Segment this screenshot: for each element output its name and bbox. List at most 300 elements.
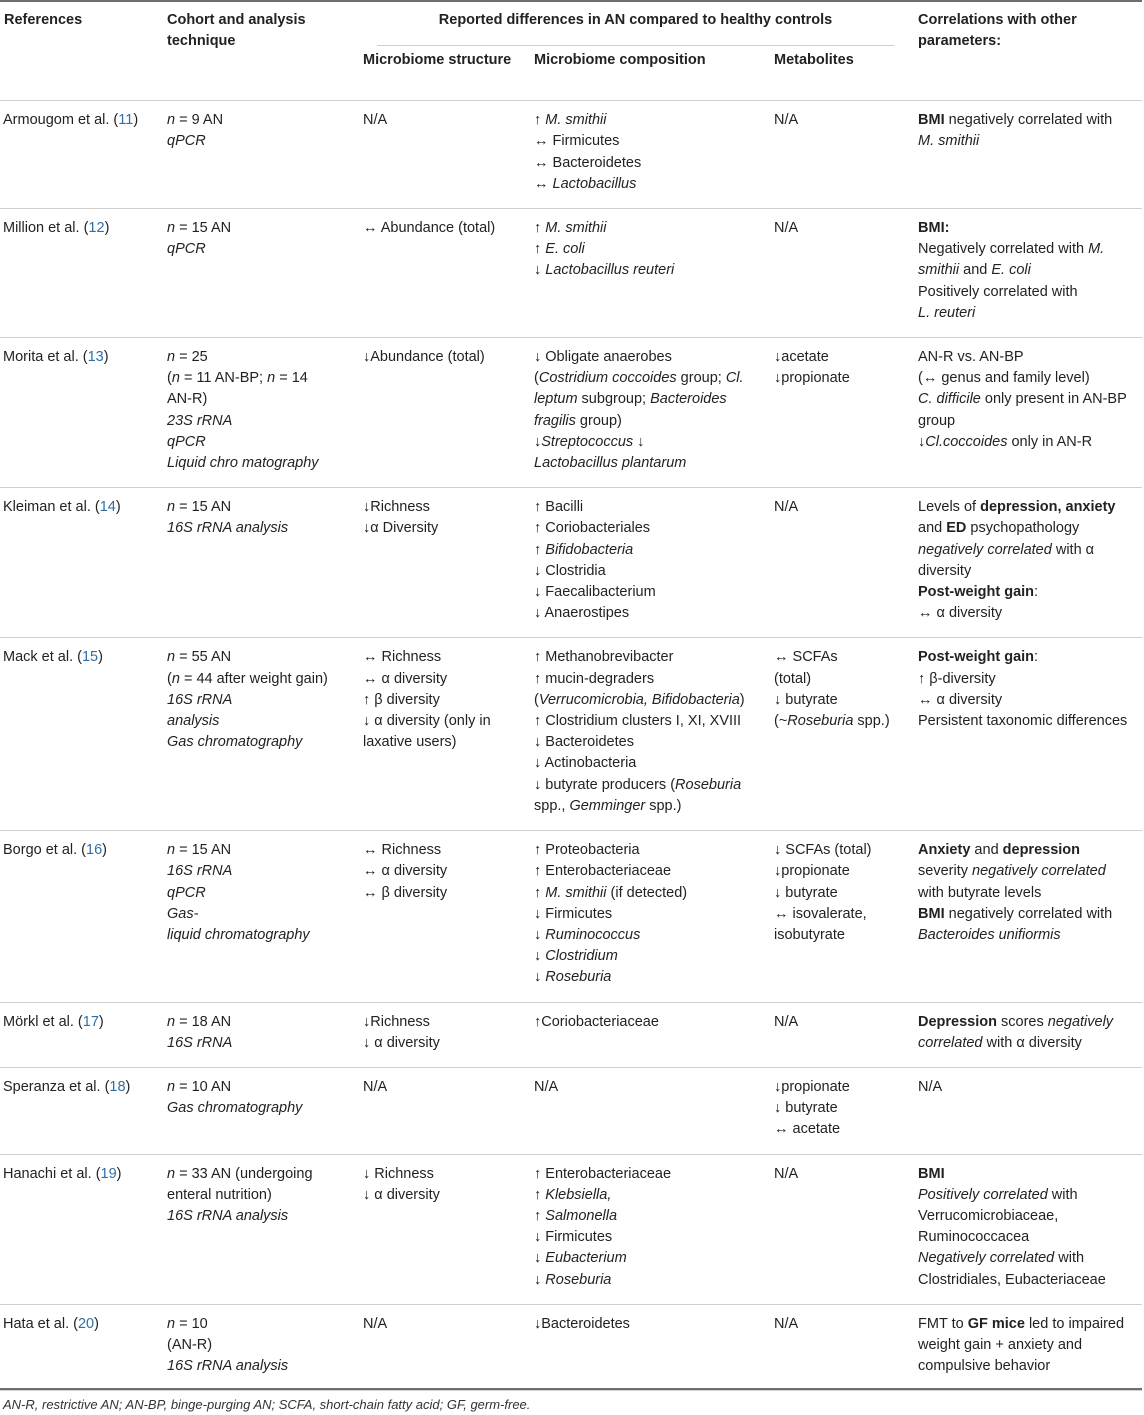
reference-number-link[interactable]: 14 bbox=[99, 499, 116, 516]
cell-line bbox=[534, 732, 764, 753]
text-run: ↔ Firmicutes bbox=[534, 133, 620, 150]
text-run: N/A bbox=[918, 1078, 943, 1095]
text-run: 16S rRNA analysis bbox=[167, 520, 289, 537]
text-run: liquid chromatography bbox=[167, 926, 310, 943]
text-run: psychopathology bbox=[966, 520, 1080, 537]
header-correlations: Correlations with other parameters: bbox=[914, 4, 1142, 101]
text-run: Gemminger bbox=[569, 797, 646, 814]
text-run: ↑ bbox=[534, 112, 546, 129]
text-run: and bbox=[918, 520, 947, 537]
cell-line bbox=[774, 840, 908, 861]
cell-line bbox=[534, 110, 764, 131]
text-run: scores bbox=[997, 1013, 1048, 1030]
composition-cell bbox=[530, 1067, 770, 1154]
cell-line bbox=[167, 131, 353, 152]
metabolites-cell bbox=[770, 1067, 914, 1154]
metabolites-cell bbox=[770, 488, 914, 638]
reference-paren: ) bbox=[98, 1013, 104, 1030]
cell-line bbox=[918, 1206, 1136, 1227]
text-run: ↑ Enterobacteriaceae bbox=[534, 863, 672, 880]
correlations-cell bbox=[914, 831, 1142, 1002]
cohort-cell bbox=[163, 488, 359, 638]
text-run: ↔ Richness bbox=[363, 842, 442, 859]
correlations-cell bbox=[914, 209, 1142, 338]
cell-line bbox=[918, 303, 1136, 324]
reference-cell bbox=[0, 831, 163, 1002]
text-run: negatively correlated with bbox=[944, 905, 1113, 922]
text-run: FMT to bbox=[918, 1315, 968, 1332]
text-run: negatively correlated bbox=[972, 863, 1106, 880]
cell-line bbox=[534, 497, 764, 518]
text-run: n bbox=[167, 499, 176, 516]
text-run: spp.) bbox=[645, 797, 682, 814]
structure-cell bbox=[359, 638, 530, 831]
cell-line bbox=[167, 1033, 353, 1054]
text-run: qPCR bbox=[167, 884, 206, 901]
text-run: = 11 AN-BP; bbox=[179, 370, 268, 387]
cell-line bbox=[918, 861, 1136, 882]
cell-line bbox=[918, 411, 1136, 432]
text-run: = 44 after weight gain) bbox=[179, 670, 328, 687]
text-run: ) bbox=[739, 691, 745, 708]
cell-line bbox=[534, 1077, 764, 1098]
header-structure: Microbiome structure bbox=[359, 46, 530, 101]
text-run: GF mice bbox=[967, 1315, 1025, 1332]
composition-cell bbox=[530, 831, 770, 1002]
cell-line bbox=[918, 1185, 1136, 1206]
cell-line bbox=[534, 131, 764, 152]
cohort-cell bbox=[163, 1154, 359, 1304]
cell-line bbox=[534, 518, 764, 539]
correlations-cell bbox=[914, 338, 1142, 488]
metabolites-cell bbox=[770, 1154, 914, 1304]
reference-number-link[interactable]: 12 bbox=[88, 220, 105, 237]
composition-cell bbox=[530, 488, 770, 638]
text-run: compulsive behavior bbox=[918, 1358, 1051, 1375]
text-run: 16S rRNA bbox=[167, 863, 233, 880]
cell-line bbox=[167, 110, 353, 131]
cell-line bbox=[167, 389, 353, 410]
text-run: Roseburia bbox=[787, 713, 854, 730]
cell-line bbox=[363, 732, 524, 753]
cohort-cell bbox=[163, 101, 359, 209]
correlations-cell bbox=[914, 1154, 1142, 1304]
text-run: n bbox=[167, 1315, 176, 1332]
text-run: depression bbox=[1002, 842, 1081, 859]
text-run: subgroup; bbox=[577, 391, 651, 408]
cell-line bbox=[918, 239, 1136, 260]
table-row bbox=[0, 209, 1142, 338]
cell-line bbox=[918, 131, 1136, 152]
cell-line bbox=[167, 1356, 353, 1377]
text-run: spp., bbox=[534, 797, 570, 814]
reference-paren: ) bbox=[116, 1165, 122, 1182]
text-run: ↔ Richness bbox=[363, 649, 442, 666]
reference-author: Kleiman et al. ( bbox=[3, 499, 100, 516]
cell-line bbox=[918, 389, 1136, 410]
cell-line bbox=[534, 174, 764, 195]
text-run: = 9 AN bbox=[175, 112, 224, 129]
text-run: = 55 AN bbox=[175, 649, 232, 666]
text-run: ↔ bbox=[534, 175, 553, 192]
text-run: = 15 AN bbox=[175, 220, 232, 237]
cell-line bbox=[363, 1185, 524, 1206]
composition-cell bbox=[530, 1304, 770, 1391]
text-run: = 25 bbox=[175, 349, 208, 366]
text-run: Bacteroides bbox=[650, 391, 727, 408]
text-run: = 15 AN bbox=[175, 499, 232, 516]
cell-line bbox=[167, 732, 353, 753]
text-run: isobutyrate bbox=[774, 926, 845, 943]
text-run: ↑ mucin-degraders bbox=[534, 670, 655, 687]
text-run: ↑ bbox=[534, 541, 546, 558]
cell-line bbox=[918, 1248, 1136, 1269]
cell-line bbox=[363, 1164, 524, 1185]
text-run: = 10 AN bbox=[175, 1078, 232, 1095]
cell-line bbox=[534, 153, 764, 174]
metabolites-cell bbox=[770, 1304, 914, 1391]
text-run: correlated bbox=[918, 1034, 983, 1051]
reference-paren: ) bbox=[125, 1078, 131, 1095]
cell-line bbox=[918, 518, 1136, 539]
cell-line bbox=[534, 603, 764, 624]
text-run: ↑ Methanobrevibacter bbox=[534, 649, 674, 666]
text-run: enteral nutrition) bbox=[167, 1186, 272, 1203]
cohort-cell bbox=[163, 209, 359, 338]
text-run: ↓ SCFAs (total) bbox=[774, 842, 872, 859]
text-run: ↓ α diversity bbox=[363, 1034, 440, 1051]
table-row bbox=[0, 831, 1142, 1002]
text-run: N/A bbox=[774, 1315, 799, 1332]
cell-line bbox=[534, 582, 764, 603]
text-run: N/A bbox=[774, 1165, 799, 1182]
cell-line bbox=[774, 861, 908, 882]
text-run: N/A bbox=[363, 1078, 388, 1095]
reference-author: Borgo et al. ( bbox=[3, 842, 87, 859]
text-run: Roseburia bbox=[545, 969, 612, 986]
reference-cell bbox=[0, 488, 163, 638]
cell-line bbox=[918, 368, 1136, 389]
reference-number-link[interactable]: 20 bbox=[77, 1315, 95, 1332]
cell-line bbox=[918, 260, 1136, 281]
text-run: Negatively correlated with bbox=[918, 241, 1089, 258]
reference-paren: ) bbox=[94, 1315, 99, 1332]
header-references: References bbox=[0, 4, 163, 101]
text-run: with α bbox=[1051, 541, 1095, 558]
composition-cell bbox=[530, 638, 770, 831]
cell-line bbox=[774, 711, 908, 732]
text-run: AN-R) bbox=[167, 391, 208, 408]
cohort-cell bbox=[163, 338, 359, 488]
cell-line bbox=[918, 690, 1136, 711]
cell-line bbox=[918, 1356, 1136, 1377]
cell-line bbox=[363, 497, 524, 518]
reference-author: Mörkl et al. ( bbox=[3, 1013, 83, 1030]
header-reported-differences bbox=[359, 4, 914, 46]
cell-line bbox=[918, 925, 1136, 946]
reference-cell bbox=[0, 1304, 163, 1391]
text-run: leptum bbox=[534, 391, 578, 408]
cohort-cell bbox=[163, 1304, 359, 1391]
cell-line bbox=[167, 1314, 353, 1335]
text-run: (AN-R) bbox=[167, 1336, 213, 1353]
composition-cell bbox=[530, 101, 770, 209]
table-row bbox=[0, 1304, 1142, 1391]
text-run: (↔ genus and family level) bbox=[918, 370, 1090, 387]
reference-author: Million et al. ( bbox=[3, 220, 89, 237]
reference-paren: ) bbox=[115, 499, 121, 516]
reference-author: Speranza et al. ( bbox=[3, 1078, 110, 1095]
table-row bbox=[0, 488, 1142, 638]
bottom-rule bbox=[0, 1388, 1142, 1390]
cell-line bbox=[774, 647, 908, 668]
table-header bbox=[0, 4, 1142, 101]
text-run: Bifidobacteria bbox=[545, 541, 634, 558]
text-run: Positively correlated bbox=[918, 1186, 1048, 1203]
reference-cell bbox=[0, 638, 163, 831]
text-run: C. difficile bbox=[918, 391, 981, 408]
text-run: N/A bbox=[774, 112, 799, 129]
cell-line bbox=[918, 282, 1136, 303]
cell-line bbox=[918, 1077, 1136, 1098]
reference-number-link[interactable]: 19 bbox=[100, 1165, 117, 1182]
cell-line bbox=[167, 453, 353, 474]
cell-line bbox=[534, 796, 764, 817]
text-run: 16S rRNA analysis bbox=[167, 1207, 289, 1224]
text-run: qPCR bbox=[167, 241, 206, 258]
cell-line bbox=[918, 711, 1136, 732]
text-run: = 15 AN bbox=[175, 842, 232, 859]
text-run: ↔ Abundance (total) bbox=[363, 220, 496, 237]
text-run: ↓ bbox=[534, 1250, 546, 1267]
text-run: Negatively correlated bbox=[918, 1250, 1055, 1267]
composition-cell bbox=[530, 1002, 770, 1067]
text-run: ↓ bbox=[534, 433, 542, 450]
cell-line bbox=[167, 925, 353, 946]
cell-line bbox=[534, 1185, 764, 1206]
reference-paren: ) bbox=[102, 842, 107, 859]
cell-line bbox=[363, 518, 524, 539]
text-run: depression, anxiety bbox=[980, 499, 1116, 516]
text-run: : bbox=[1034, 649, 1039, 666]
text-run: negatively correlated bbox=[918, 541, 1052, 558]
text-run: = 10 bbox=[175, 1315, 208, 1332]
text-run: Anxiety bbox=[918, 842, 971, 859]
correlations-cell bbox=[914, 101, 1142, 209]
table-row bbox=[0, 1002, 1142, 1067]
text-run: ↓ butyrate bbox=[774, 691, 838, 708]
text-run: ↑ bbox=[534, 220, 546, 237]
cell-line bbox=[774, 497, 908, 518]
text-run: 16S rRNA bbox=[167, 691, 233, 708]
cell-line bbox=[918, 1164, 1136, 1185]
text-run: Costridium coccoides bbox=[538, 370, 677, 387]
reference-number-link[interactable]: 13 bbox=[87, 349, 104, 366]
structure-cell bbox=[359, 209, 530, 338]
text-run: fragilis bbox=[534, 412, 576, 429]
text-run: (~ bbox=[774, 713, 788, 730]
cell-line bbox=[918, 582, 1136, 603]
table-footnote: AN-R, restrictive AN; AN-BP, binge-purging AN; SCFA, short-chain fatty acid; GF, germ-free. bbox=[3, 1397, 531, 1412]
text-run: ↓ Obligate anaerobes bbox=[534, 349, 672, 366]
text-run: ED bbox=[946, 520, 967, 537]
text-run: only in AN-R bbox=[1007, 433, 1093, 450]
correlations-cell bbox=[914, 1304, 1142, 1391]
text-run: Cl.coccoides bbox=[925, 433, 1008, 450]
text-run: BMI bbox=[918, 905, 945, 922]
text-run: n bbox=[267, 370, 276, 387]
text-run: n bbox=[167, 220, 176, 237]
composition-cell bbox=[530, 1154, 770, 1304]
text-run: ↑ Clostridium clusters I, XI, XVIII bbox=[534, 713, 742, 730]
cell-line bbox=[167, 711, 353, 732]
text-run: ↔ SCFAs bbox=[774, 649, 838, 666]
structure-cell bbox=[359, 1002, 530, 1067]
reference-cell bbox=[0, 209, 163, 338]
cell-line bbox=[534, 1164, 764, 1185]
cell-line bbox=[363, 1314, 524, 1335]
cell-line bbox=[534, 690, 764, 711]
text-run: BMI: bbox=[918, 220, 950, 237]
text-run: Verrucomicrobiaceae, bbox=[918, 1207, 1059, 1224]
text-run: spp.) bbox=[853, 713, 890, 730]
cell-line bbox=[534, 239, 764, 260]
text-run: Persistent taxonomic differences bbox=[918, 713, 1128, 730]
text-run: ↓ Bacteroidetes bbox=[534, 734, 634, 751]
table-body bbox=[0, 101, 1142, 1391]
cell-line bbox=[167, 1098, 353, 1119]
cell-line bbox=[774, 925, 908, 946]
text-run: Klebsiella, bbox=[545, 1186, 612, 1203]
reference-number-link[interactable]: 18 bbox=[109, 1078, 126, 1095]
reference-author: Armougom et al. ( bbox=[3, 112, 119, 129]
metabolites-cell bbox=[770, 101, 914, 209]
text-run: analysis bbox=[167, 713, 220, 730]
cell-line bbox=[534, 883, 764, 904]
text-run: ↔ α diversity bbox=[918, 605, 1003, 622]
cell-line bbox=[363, 711, 524, 732]
text-run: with bbox=[1054, 1250, 1085, 1267]
text-run: Cl. bbox=[725, 370, 744, 387]
cell-line bbox=[167, 690, 353, 711]
text-run: ↓ Firmicutes bbox=[534, 905, 613, 922]
reference-number-link[interactable]: 16 bbox=[86, 842, 103, 859]
cell-line bbox=[534, 946, 764, 967]
text-run: Depression bbox=[918, 1013, 997, 1030]
text-run: E. coli bbox=[991, 262, 1031, 279]
reference-number-link[interactable]: 15 bbox=[81, 649, 99, 666]
cell-line bbox=[363, 1033, 524, 1054]
text-run: Clostridiales, Eubacteriaceae bbox=[918, 1271, 1106, 1288]
studies-table bbox=[0, 4, 1142, 1391]
text-run: ↔ α diversity bbox=[363, 670, 448, 687]
text-run: Roseburia bbox=[545, 1271, 612, 1288]
text-run: ↓acetate bbox=[774, 349, 829, 366]
cell-line bbox=[918, 1314, 1136, 1335]
text-run: ↓ Anaerostipes bbox=[534, 605, 630, 622]
text-run: N/A bbox=[774, 220, 799, 237]
cell-line bbox=[534, 904, 764, 925]
text-run: Gas chromatography bbox=[167, 1100, 303, 1117]
cell-line bbox=[534, 432, 764, 453]
cohort-cell bbox=[163, 831, 359, 1002]
text-run: n bbox=[167, 1078, 176, 1095]
text-run: (if detected) bbox=[606, 884, 688, 901]
reference-number-link[interactable]: 17 bbox=[82, 1013, 99, 1030]
text-run: Post-weight gain bbox=[918, 649, 1035, 666]
correlations-cell bbox=[914, 488, 1142, 638]
cell-line bbox=[534, 218, 764, 239]
table-row bbox=[0, 1067, 1142, 1154]
text-run: : bbox=[1034, 584, 1039, 601]
text-run: N/A bbox=[363, 1315, 388, 1332]
reference-paren: ) bbox=[104, 220, 110, 237]
text-run: ↓ bbox=[534, 1271, 546, 1288]
text-run: M. smithii bbox=[545, 220, 607, 237]
correlations-cell bbox=[914, 638, 1142, 831]
cell-line bbox=[918, 561, 1136, 582]
text-run: Lactobacillus bbox=[552, 175, 637, 192]
reference-cell bbox=[0, 1002, 163, 1067]
cell-line bbox=[534, 967, 764, 988]
reference-author: Morita et al. ( bbox=[3, 349, 88, 366]
cell-line bbox=[774, 1164, 908, 1185]
text-run: Clostridium bbox=[545, 948, 618, 965]
text-run: ↑ bbox=[534, 1207, 546, 1224]
reference-number-link[interactable]: 11 bbox=[118, 112, 134, 129]
cell-line bbox=[918, 540, 1136, 561]
text-run: ↓ Clostridia bbox=[534, 562, 606, 579]
cell-line bbox=[167, 239, 353, 260]
cohort-cell bbox=[163, 638, 359, 831]
cell-line bbox=[363, 690, 524, 711]
cell-line bbox=[534, 1270, 764, 1291]
top-rule bbox=[0, 0, 1142, 2]
cell-line bbox=[534, 561, 764, 582]
metabolites-cell bbox=[770, 831, 914, 1002]
table-row bbox=[0, 338, 1142, 488]
cell-line bbox=[774, 1077, 908, 1098]
cell-line bbox=[534, 260, 764, 281]
cell-line bbox=[918, 218, 1136, 239]
cell-line bbox=[774, 883, 908, 904]
text-run: negatively correlated with bbox=[944, 112, 1113, 129]
reference-paren: ) bbox=[103, 349, 109, 366]
cell-line bbox=[918, 347, 1136, 368]
reference-author: Hanachi et al. ( bbox=[3, 1165, 101, 1182]
table-row bbox=[0, 638, 1142, 831]
text-run: n bbox=[171, 370, 180, 387]
cell-line bbox=[167, 861, 353, 882]
text-run: N/A bbox=[363, 112, 388, 129]
cell-line bbox=[774, 1012, 908, 1033]
cell-line bbox=[363, 647, 524, 668]
reference-cell bbox=[0, 101, 163, 209]
structure-cell bbox=[359, 1154, 530, 1304]
text-run: ↓ bbox=[534, 969, 546, 986]
text-run: Ruminococcacea bbox=[918, 1229, 1030, 1246]
text-run: qPCR bbox=[167, 433, 206, 450]
cell-line bbox=[918, 883, 1136, 904]
text-run: ↓ Richness bbox=[363, 1165, 434, 1182]
text-run: ↑ β diversity bbox=[363, 691, 440, 708]
structure-cell bbox=[359, 1304, 530, 1391]
cell-line bbox=[363, 883, 524, 904]
text-run: ↓ Faecalibacterium bbox=[534, 584, 656, 601]
text-run: ↑ Proteobacteria bbox=[534, 842, 640, 859]
text-run: ↑ β-diversity bbox=[918, 670, 996, 687]
composition-cell bbox=[530, 338, 770, 488]
